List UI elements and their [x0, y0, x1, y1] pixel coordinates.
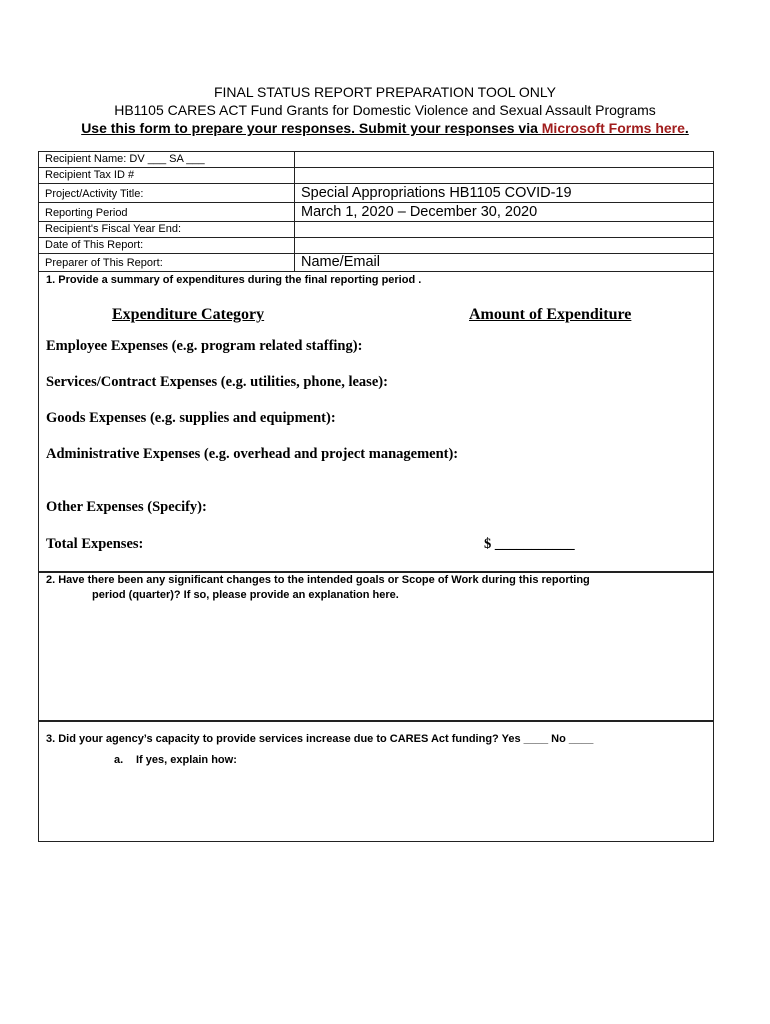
info-value[interactable]: Name/Email — [295, 254, 714, 272]
info-row-report-date — [39, 238, 714, 254]
goods-expenses-label: Goods Expenses (e.g. supplies and equipment): — [46, 410, 336, 426]
instructions-period: . — [684, 120, 689, 136]
form-title: FINAL STATUS REPORT PREPARATION TOOL ONLY — [213, 84, 557, 100]
info-label: Preparer of This Report: — [39, 254, 295, 272]
info-row-reporting-period — [39, 203, 714, 222]
section3-question: 3. Did your agency’s capacity to provide services increase due to CARES Act funding? Yes ____ No ____ — [46, 733, 594, 745]
section1-question: 1. Provide a summary of expenditures during the final reporting period . — [46, 274, 422, 286]
form-subtitle: HB1105 CARES ACT Fund Grants for Domestic Violence and Sexual Assault Programs — [114, 102, 656, 118]
instructions-text: Use this form to prepare your responses. Submit your responses via — [81, 120, 542, 136]
section2-question-line2: period (quarter)? If so, please provide an explanation here. — [92, 589, 399, 601]
amount-of-expenditure-header: Amount of Expenditure — [469, 306, 632, 323]
services-expenses-label: Services/Contract Expenses (e.g. utilities, phone, lease): — [46, 374, 388, 390]
scope-changes-section — [38, 572, 714, 721]
form-instructions — [0, 119, 770, 137]
info-label: Recipient Name: DV ___ SA ___ — [39, 152, 295, 168]
employee-expenses-label: Employee Expenses (e.g. program related staffing): — [46, 338, 363, 354]
info-row-recipient-name — [39, 152, 714, 168]
info-label: Reporting Period — [39, 203, 295, 222]
total-expenses-value[interactable]: $ ___________ — [484, 536, 575, 552]
microsoft-forms-link[interactable]: Microsoft Forms here — [541, 120, 685, 136]
info-value[interactable] — [295, 168, 714, 184]
section3-sub-marker: a. — [114, 754, 124, 766]
info-row-tax-id — [39, 168, 714, 184]
expenditure-summary-section — [38, 272, 714, 572]
info-row-preparer — [39, 254, 714, 272]
info-label: Recipient's Fiscal Year End: — [39, 222, 295, 238]
section2-question-line1: 2. Have there been any significant changes to the intended goals or Scope of Work during this reporting — [46, 574, 590, 586]
section3-sub-question: If yes, explain how: — [136, 754, 237, 766]
info-value[interactable] — [295, 238, 714, 254]
info-label: Project/Activity Title: — [39, 184, 295, 203]
info-value[interactable]: March 1, 2020 – December 30, 2020 — [295, 203, 714, 222]
info-row-fiscal-year-end — [39, 222, 714, 238]
info-label: Date of This Report: — [39, 238, 295, 254]
recipient-info-table — [38, 151, 714, 272]
total-expenses-label: Total Expenses: — [46, 536, 144, 552]
info-value[interactable] — [295, 152, 714, 168]
other-expenses-label: Other Expenses (Specify): — [46, 499, 207, 515]
capacity-section — [38, 721, 714, 842]
info-label: Recipient Tax ID # — [39, 168, 295, 184]
administrative-expenses-label: Administrative Expenses (e.g. overhead and project management): — [46, 446, 459, 462]
expenditure-category-header: Expenditure Category — [112, 306, 265, 323]
info-value[interactable]: Special Appropriations HB1105 COVID-19 — [295, 184, 714, 203]
info-row-project-title — [39, 184, 714, 203]
info-value[interactable] — [295, 222, 714, 238]
